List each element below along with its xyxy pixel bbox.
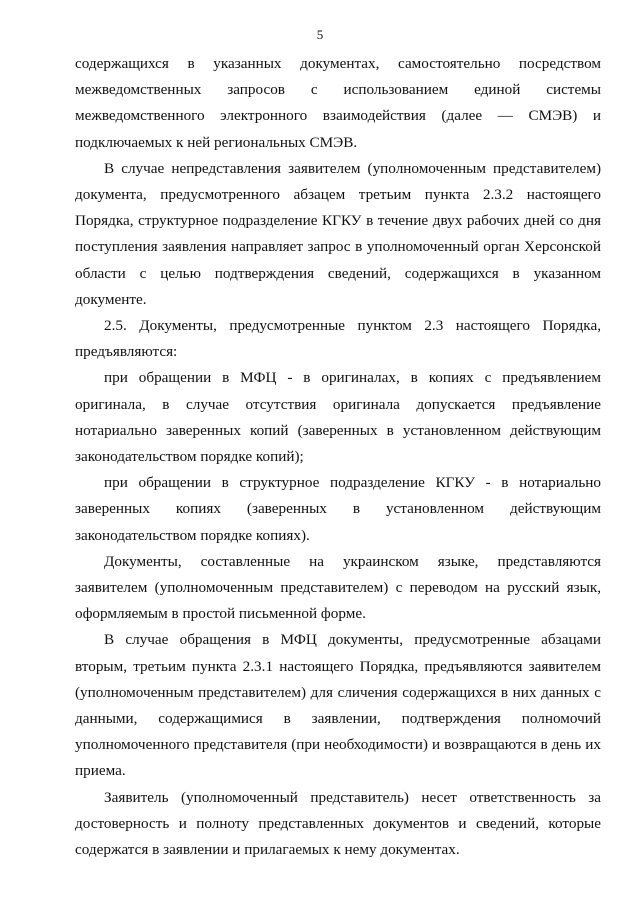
page-number: 5 bbox=[316, 27, 324, 42]
paragraph-continuation: содержащихся в указанных документах, самостоятельно посредством межведомственных запросов с использованием единой системы межведомственного электронного взаимодействия (далее — СМЭВ) и подключаемых к ней региональных СМЭВ. bbox=[75, 55, 601, 151]
paragraph-non-submission: В случае непредставления заявителем (уполномоченным представителем) документа, предусмотренного абзацем третьим пункта 2.3.2 настоящего Порядка, структурное подразделение КГКУ в течение двух рабочих дней со дня поступления заявления направляет запрос в уполномоченный орган Херсонской области с целью подтверждения сведений, содержащихся в указанном документе. bbox=[75, 159, 601, 308]
paragraph-ukrainian-documents: Документы, составленные на украинском языке, представляются заявителем (уполномоченным представителем) с переводом на русский язык, оформляемым в простой письменной форме. bbox=[75, 552, 601, 623]
paragraph-kgku-submission: при обращении в структурное подразделение КГКУ - в нотариально заверенных копиях (заверенных в установленном действующим законодательством порядке копиях). bbox=[75, 474, 601, 544]
document-body bbox=[75, 51, 601, 863]
paragraph-section-2-5: 2.5. Документы, предусмотренные пунктом 2.3 настоящего Порядка, предъявляются: bbox=[75, 317, 601, 361]
paragraph-applicant-responsibility: Заявитель (уполномоченный представитель) несет ответственность за достоверность и полноту представленных документов и сведений, которые содержатся в заявлении и прилагаемых к нему документах. bbox=[75, 788, 601, 859]
paragraph-mfc-submission: при обращении в МФЦ - в оригиналах, в копиях с предъявлением оригинала, в случае отсутствия оригинала допускается предъявление нотариально заверенных копий (заверенных в установленном действующим законодательством порядке копий); bbox=[75, 369, 601, 466]
paragraph-mfc-verification: В случае обращения в МФЦ документы, предусмотренные абзацами вторым, третьим пункта 2.3.1 настоящего Порядка, предъявляются заявителем (уполномоченным представителем) для сличения содержащихся в них данных с данными, содержащимися в заявлении, подтверждения полномочий уполномоченного представителя (при необходимости) и возвращаются в день их приема. bbox=[75, 631, 601, 780]
